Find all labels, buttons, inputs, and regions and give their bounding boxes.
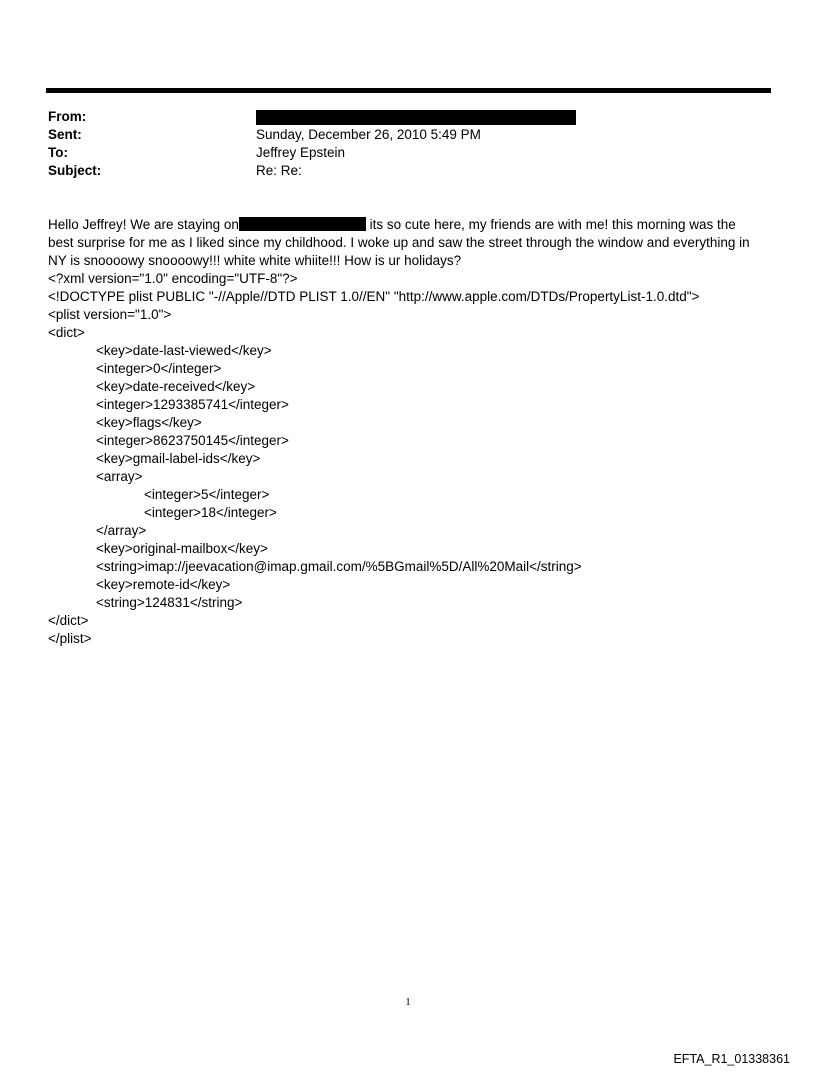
plist-line: <key>original-mailbox</key> — [96, 541, 268, 556]
plist-line: <array> — [96, 469, 143, 484]
sent-label: Sent: — [48, 127, 82, 142]
body-line: best surprise for me as I liked since my childhood. I woke up and saw the street through the window and everything in — [48, 235, 750, 250]
plist-line: <integer>0</integer> — [96, 361, 222, 376]
subject-value: Re: Re: — [256, 163, 302, 178]
body-line: NY is snoooowy snoooowy!!! white white whiite!!! How is ur holidays? — [48, 253, 462, 268]
dict-close-tag: </dict> — [48, 613, 89, 628]
plist-line: <key>remote-id</key> — [96, 577, 231, 592]
plist-line: <key>date-last-viewed</key> — [96, 343, 272, 358]
plist-line: <key>date-received</key> — [96, 379, 256, 394]
plist-line: </array> — [96, 523, 147, 538]
plist-line: <key>gmail-label-ids</key> — [96, 451, 261, 466]
plist-line: <integer>5</integer> — [144, 487, 270, 502]
from-label: From: — [48, 109, 87, 124]
subject-label: Subject: — [48, 163, 102, 178]
document-id: EFTA_R1_01338361 — [673, 1052, 790, 1066]
redaction-box — [256, 110, 576, 125]
redaction-box — [239, 217, 366, 231]
header-divider — [46, 88, 771, 93]
plist-line: <string>imap://jeevacation@imap.gmail.com/%5BGmail%5D/All%20Mail</string> — [96, 559, 582, 574]
body-text: its so cute here, my friends are with me! this morning was the — [365, 217, 736, 232]
email-body — [48, 216, 773, 648]
plist-close-tag: </plist> — [48, 631, 92, 646]
plist-open-tag: <plist version="1.0"> — [48, 307, 172, 322]
body-text: Hello Jeffrey! We are staying on — [48, 217, 239, 232]
from-value — [256, 108, 576, 126]
page-number: 1 — [405, 996, 411, 1008]
plist-line: <key>flags</key> — [96, 415, 202, 430]
sent-value: Sunday, December 26, 2010 5:49 PM — [256, 127, 481, 142]
xml-declaration: <?xml version="1.0" encoding="UTF-8"?> — [48, 271, 298, 286]
dict-open-tag: <dict> — [48, 325, 85, 340]
plist-line: <integer>1293385741</integer> — [96, 397, 289, 412]
plist-line: <string>124831</string> — [96, 595, 243, 610]
plist-line: <integer>8623750145</integer> — [96, 433, 289, 448]
doctype-line: <!DOCTYPE plist PUBLIC "-//Apple//DTD PLIST 1.0//EN" "http://www.apple.com/DTDs/PropertyList-1.0.dtd"> — [48, 289, 700, 304]
to-value: Jeffrey Epstein — [256, 145, 346, 160]
plist-line: <integer>18</integer> — [144, 505, 277, 520]
to-label: To: — [48, 145, 68, 160]
body-line — [48, 216, 773, 234]
